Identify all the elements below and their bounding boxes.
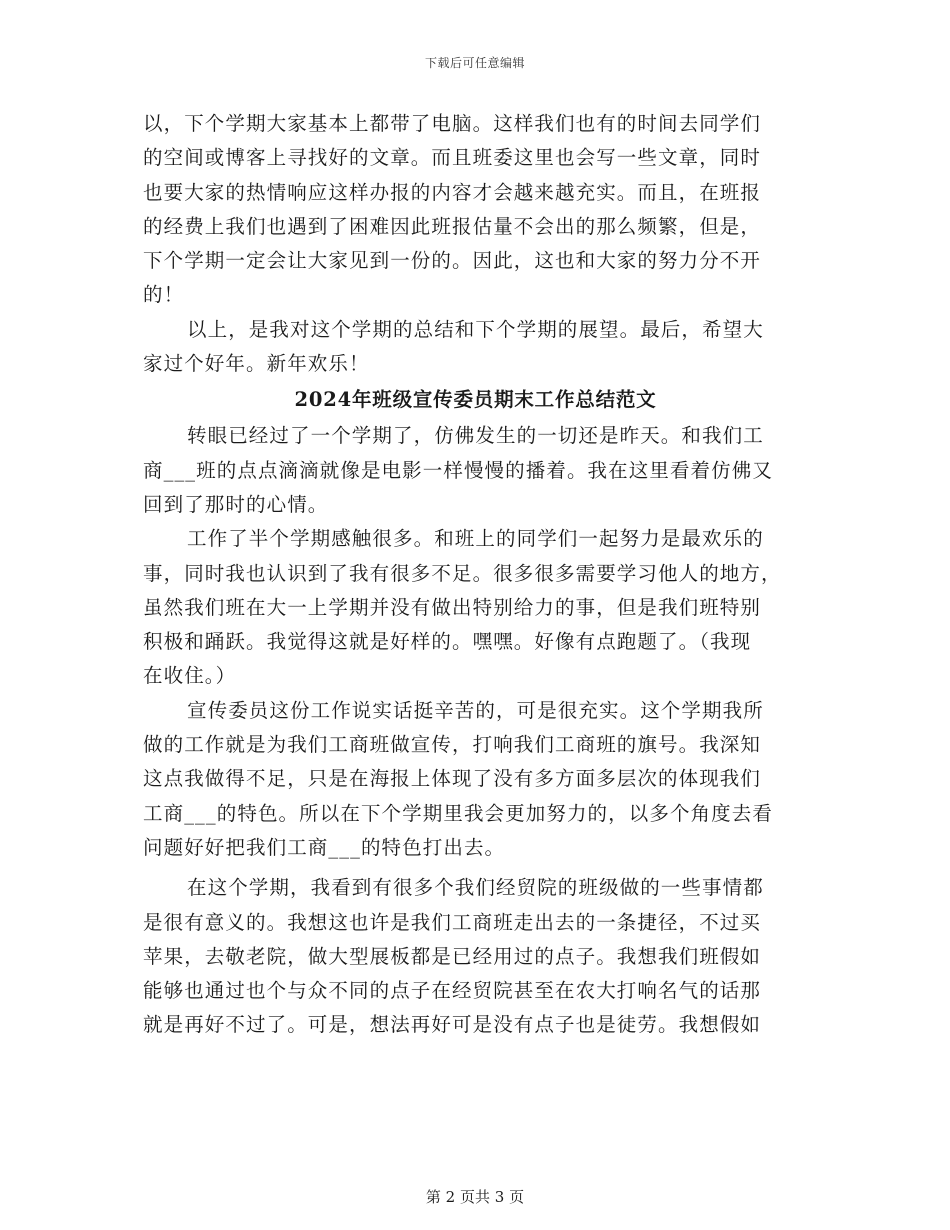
page-footer: 第 2 页共 3 页 <box>425 1188 525 1206</box>
text-line: 做的工作就是为我们工商班做宣传，打响我们工商班的旗号。我深知 <box>143 733 762 757</box>
text-line: 以，下个学期大家基本上都带了电脑。这样我们也有的时间去同学们 <box>143 112 762 135</box>
text-line: 转眼已经过了一个学期了，仿佛发生的一切还是昨天。和我们工 <box>187 424 764 448</box>
text-line: 回到了那时的心情。 <box>143 492 329 516</box>
section-title: 2024年班级宣传委员期末工作总结范文 <box>294 388 657 412</box>
text-line: 虽然我们班在大一上学期并没有做出特别给力的事，但是我们班特别 <box>143 595 762 619</box>
text-line: 事，同时我也认识到了我有很多不足。很多很多需要学习他人的地方， <box>143 561 782 585</box>
text-line: 家过个好年。新年欢乐！ <box>143 352 370 376</box>
paragraph <box>143 522 808 693</box>
text-line: 的空间或博客上寻找好的文章。而且班委这里也会写一些文章，同时 <box>143 146 762 170</box>
text-line: 下个学期一定会让大家见到一份的。因此，这也和大家的努力分不开 <box>143 249 762 273</box>
text-line: 是很有意义的。我想这也许是我们工商班走出去的一条捷径，不过买 <box>143 910 762 934</box>
text-line: 积极和踊跃。我觉得这就是好样的。嘿嘿。好像有点跑题了。（我现 <box>143 630 752 654</box>
text-line: 商___班的点点滴滴就像是电影一样慢慢的播着。我在这里看着仿佛又 <box>143 458 773 482</box>
text-line: 的！ <box>143 283 185 307</box>
text-line: 以上，是我对这个学期的总结和下个学期的展望。最后，希望大 <box>187 317 764 341</box>
text-line: 苹果，去敬老院，做大型展板都是已经用过的点子。我想我们班假如 <box>143 944 762 968</box>
text-line: 宣传委员这份工作说实话挺辛苦的，可是很充实。这个学期我所 <box>187 698 764 722</box>
text-line: 也要大家的热情响应这样办报的内容才会越来越充实。而且，在班报 <box>143 180 762 204</box>
text-line: 这点我做得不足，只是在海报上体现了没有多方面多层次的体现我们 <box>143 767 762 791</box>
paragraph <box>143 871 808 1042</box>
text-line: 工商___的特色。所以在下个学期里我会更加努力的，以多个角度去看 <box>143 801 773 825</box>
paragraph <box>143 419 808 522</box>
paragraph <box>143 694 808 865</box>
text-line: 工作了半个学期感触很多。和班上的同学们一起努力是最欢乐的 <box>187 527 764 551</box>
page-header: 下载后可任意编辑 <box>424 56 525 70</box>
paragraph <box>143 107 808 313</box>
text-line: 能够也通过也个与众不同的点子在经贸院甚至在农大打响名气的话那 <box>143 979 762 1003</box>
text-line: 就是再好不过了。可是，想法再好可是没有点子也是徒劳。我想假如 <box>143 1013 762 1037</box>
text-line: 的经费上我们也遇到了困难因此班报估量不会出的那么频繁，但是， <box>143 214 762 238</box>
text-line: 在收住。） <box>143 664 237 688</box>
text-line: 问题好好把我们工商___的特色打出去。 <box>143 835 506 859</box>
document-body <box>143 107 808 1043</box>
text-line: 在这个学期，我看到有很多个我们经贸院的班级做的一些事情都 <box>187 876 764 900</box>
paragraph <box>143 313 808 382</box>
